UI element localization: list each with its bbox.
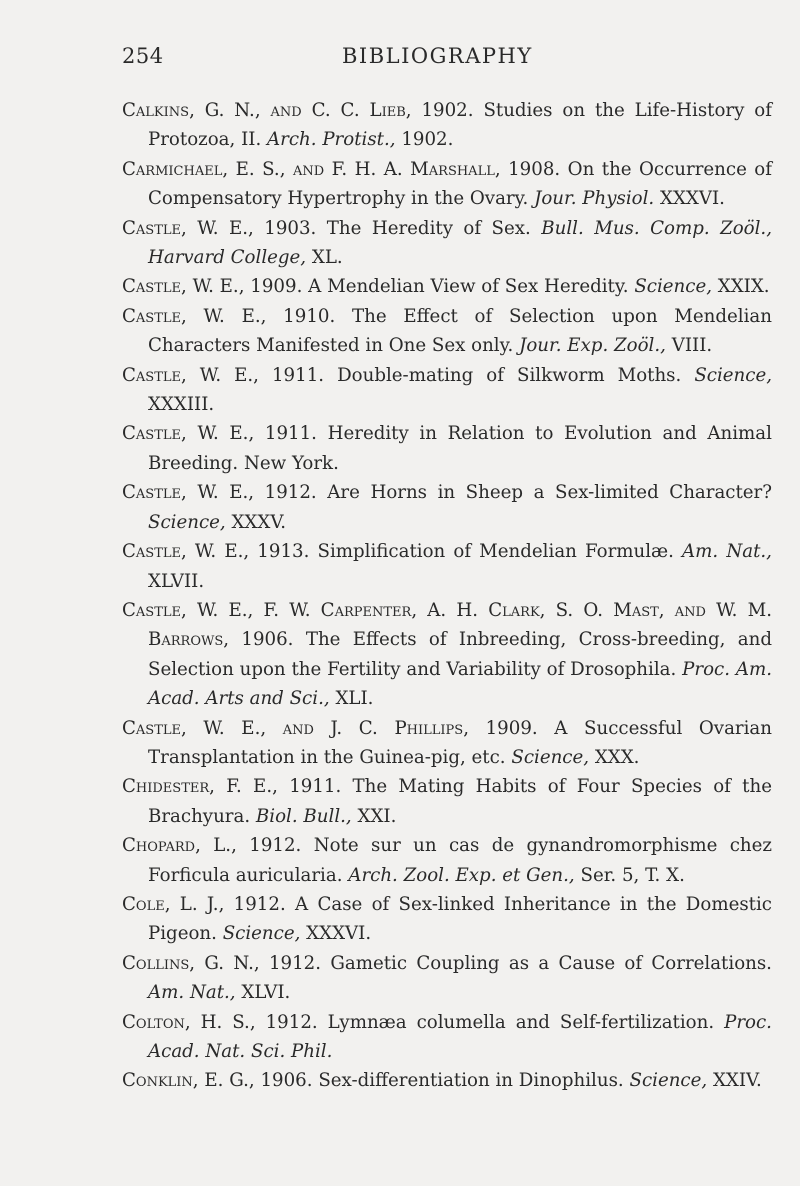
- entry-journal: Jour. Physiol.: [534, 188, 655, 210]
- entry-authors: Conklin, E. G.,: [122, 1070, 255, 1092]
- entry-year: 1912.: [268, 952, 322, 974]
- entry-year: 1911.: [264, 423, 317, 445]
- entry-journal: Jour. Exp. Zoöl.,: [519, 335, 666, 357]
- entry-authors: Castle, W. E.,: [122, 364, 259, 386]
- entry-title: A Case of Sex-linked Inheritance in the Domestic Pigeon.: [148, 893, 772, 945]
- entry-title: The Effect of Selection upon Mendelian Characters Manifested in One Sex only.: [148, 305, 772, 357]
- entry-authors: Castle, W. E.,: [122, 482, 255, 504]
- bibliography-entry: [122, 831, 772, 890]
- entry-year: 1908.: [508, 158, 561, 180]
- entry-title: A Successful Ovarian Transplantation in the Guinea-pig, etc.: [148, 717, 772, 768]
- entry-volume: XXXVI.: [306, 923, 372, 945]
- bibliography-entry: [122, 361, 772, 420]
- entry-volume: XXIX.: [717, 276, 770, 298]
- bibliography-entry: [122, 419, 772, 478]
- entry-title: A Mendelian View of Sex Heredity.: [308, 276, 629, 298]
- bibliography-entry: [122, 1066, 772, 1095]
- entry-year: 1912.: [264, 482, 317, 504]
- bibliography-entry: [122, 155, 772, 214]
- entry-journal: Biol. Bull.,: [255, 805, 352, 827]
- entry-journal: Am. Nat.,: [148, 982, 236, 1004]
- page-number: 254: [122, 44, 164, 68]
- entry-authors: Chopard, L.,: [122, 835, 237, 857]
- entry-title: Lymnæa columella and Self-fertilization.: [327, 1011, 715, 1033]
- entry-authors: Castle, W. E.,: [122, 305, 267, 327]
- entry-journal: Science,: [694, 364, 772, 386]
- entry-journal: Science,: [222, 923, 301, 945]
- entry-authors: Castle, W. E., F. W. Carpenter, A. H. Clark, S. O. Mast, and W. M. Barrows,: [122, 599, 772, 651]
- entry-title: Gametic Coupling as a Cause of Correlations.: [330, 952, 772, 974]
- bibliography-entry: [122, 890, 772, 949]
- entry-title: The Mating Habits of Four Species of the Brachyura.: [148, 776, 772, 827]
- entry-volume: XXI.: [357, 805, 397, 827]
- entry-authors: Colton, H. S.,: [122, 1011, 256, 1033]
- entry-authors: Cole, L. J.,: [122, 893, 225, 915]
- entry-journal: Am. Nat.,: [682, 541, 772, 563]
- entry-authors: Collins, G. N.,: [122, 952, 260, 974]
- entry-volume: XL.: [311, 247, 343, 269]
- bibliography-entry: [122, 772, 772, 831]
- bibliography-entry: [122, 949, 772, 1008]
- entry-year: 1903.: [264, 217, 317, 239]
- bibliography-entry: [122, 272, 772, 301]
- entry-volume: XXX.: [594, 746, 640, 768]
- entry-journal: Science,: [629, 1070, 708, 1092]
- entry-journal: Arch. Zool. Exp. et Gen.,: [348, 864, 575, 886]
- entry-authors: Castle, W. E., and J. C. Phillips,: [122, 717, 469, 739]
- entry-volume: 1902.: [401, 129, 454, 151]
- entry-volume: XLI.: [335, 688, 374, 710]
- entry-title: Double-mating of Silkworm Moths.: [337, 364, 682, 386]
- entry-journal: Science,: [634, 276, 712, 298]
- entry-year: 1912.: [249, 835, 302, 857]
- entry-volume: XXXVI.: [660, 188, 725, 210]
- bibliography-entry: [122, 478, 772, 537]
- bibliography-entry: [122, 214, 772, 273]
- bibliography-entry: [122, 302, 772, 361]
- entry-authors: Chidester, F. E.,: [122, 776, 278, 798]
- entry-authors: Castle, W. E.,: [122, 541, 250, 563]
- entry-title: Sex-differentiation in Dinophilus.: [318, 1070, 624, 1092]
- entry-volume: XXXV.: [231, 511, 287, 533]
- entry-year: 1906.: [241, 629, 294, 651]
- running-title: BIBLIOGRAPHY: [342, 44, 533, 68]
- entry-authors: Castle, W. E.,: [122, 423, 255, 445]
- entry-title: The Heredity of Sex.: [326, 217, 531, 239]
- entry-volume: XLVII.: [148, 570, 205, 592]
- entry-volume: VIII.: [671, 335, 713, 357]
- entry-year: 1912.: [233, 893, 286, 915]
- entry-title: Note sur un cas de gynandromorphisme chez Forficula auricularia.: [148, 835, 772, 886]
- entry-volume: XXXIII.: [148, 394, 215, 416]
- entry-volume: XLVI.: [241, 982, 291, 1004]
- page-header: [122, 44, 772, 84]
- bibliography-entry: [122, 714, 772, 773]
- entry-title: The Effects of Inbreeding, Cross-breeding, and Selection upon the Fertility and Variability of Drosophila.: [148, 629, 772, 680]
- entry-journal: Science,: [148, 511, 226, 533]
- entry-year: 1906.: [260, 1070, 313, 1092]
- entry-authors: Calkins, G. N., and C. C. Lieb,: [122, 100, 412, 121]
- entry-year: 1912.: [265, 1011, 318, 1033]
- entry-year: 1911.: [289, 776, 342, 798]
- entry-journal: Proc. Acad. Nat. Sci. Phil.: [148, 1011, 772, 1062]
- entry-journal: Bull. Mus. Comp. Zoöl., Harvard College,: [148, 217, 772, 269]
- bibliography-entry: [122, 596, 772, 714]
- entry-volume: Ser. 5, T. X.: [580, 864, 685, 886]
- entry-title: Heredity in Relation to Evolution and Animal Breeding. New York.: [148, 423, 772, 474]
- entry-authors: Castle, W. E.,: [122, 217, 254, 239]
- bibliography-entry: [122, 1008, 772, 1067]
- entry-title: Are Horns in Sheep a Sex-limited Character?: [327, 482, 772, 504]
- entry-journal: Proc. Am. Acad. Arts and Sci.,: [148, 658, 772, 710]
- entry-authors: Carmichael, E. S., and F. H. A. Marshall,: [122, 158, 501, 180]
- bibliography-entry: [122, 96, 772, 155]
- entry-title: On the Occurrence of Compensatory Hypertrophy in the Ovary.: [148, 158, 772, 210]
- entry-year: 1911.: [271, 364, 325, 386]
- entry-year: 1913.: [257, 541, 310, 563]
- bibliography-entry: [122, 537, 772, 596]
- entry-year: 1902.: [421, 100, 474, 121]
- entry-journal: Arch. Protist.,: [267, 129, 396, 151]
- bibliography-list: [122, 96, 772, 1096]
- entry-year: 1910.: [283, 305, 336, 327]
- entry-year: 1909.: [485, 717, 538, 739]
- entry-year: 1909.: [250, 276, 303, 298]
- entry-volume: XXIV.: [712, 1070, 762, 1092]
- entry-title: Simplification of Mendelian Formulæ.: [317, 541, 674, 563]
- entry-journal: Science,: [511, 746, 590, 768]
- entry-authors: Castle, W. E.,: [122, 276, 245, 298]
- entry-title: Studies on the Life-History of Protozoa, II.: [148, 100, 772, 151]
